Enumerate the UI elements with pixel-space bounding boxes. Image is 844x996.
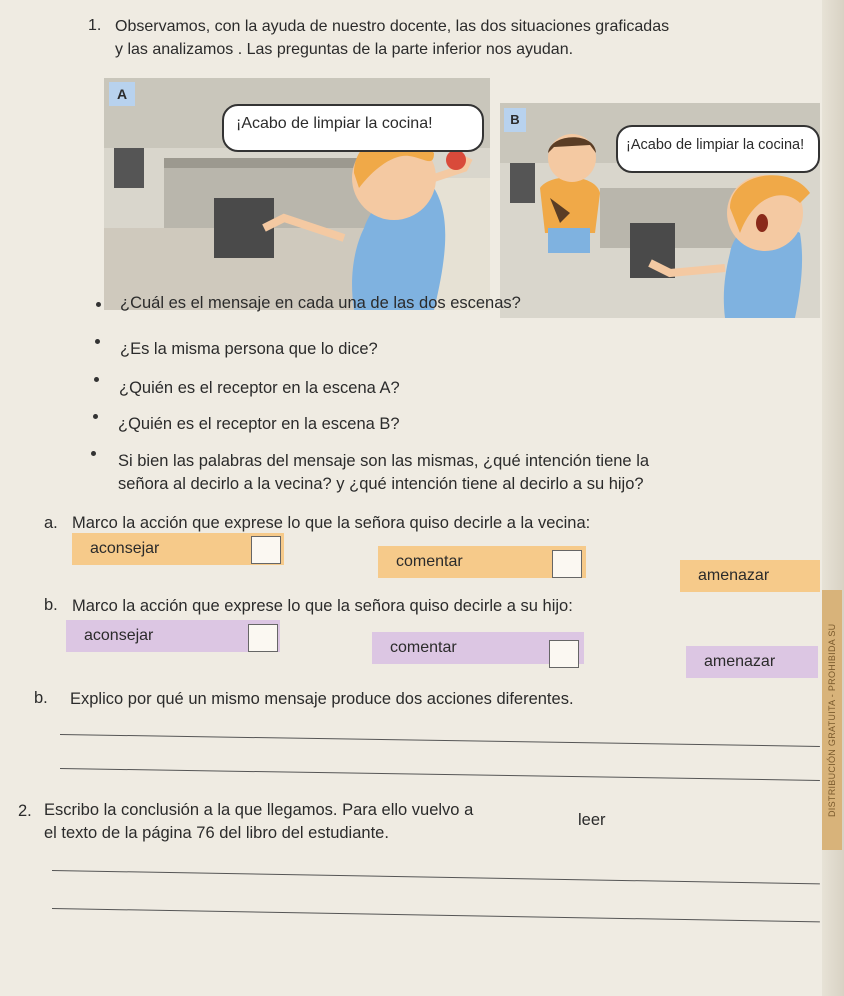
option-label: amenazar: [698, 567, 770, 584]
scene-a-illustration: [104, 78, 490, 310]
part-b1-option-amenazar: [686, 646, 818, 678]
part-b2-instruction: Explico por qué un mismo mensaje produce dos acciones diferentes.: [70, 690, 574, 708]
part-b1-letter: b.: [44, 596, 58, 614]
answer-line: [60, 734, 820, 747]
question-3: ¿Quién es el receptor en la escena A?: [119, 379, 400, 397]
part-a-instruction: Marco la acción que exprese lo que la señora quiso decirle a la vecina:: [72, 514, 591, 532]
part-b1-checkbox-aconsejar[interactable]: [248, 624, 278, 652]
question-5-line2: señora al decirlo a la vecina? y ¿qué intención tiene al decirlo a su hijo?: [118, 475, 644, 493]
bullet: [91, 451, 96, 456]
exercise2-word-leer: leer: [578, 811, 606, 829]
part-b1-instruction: Marco la acción que exprese lo que la señora quiso decirle a su hijo:: [72, 597, 573, 615]
exercise1-number: 1.: [88, 17, 102, 34]
option-label: aconsejar: [90, 540, 160, 557]
part-a-checkbox-aconsejar[interactable]: [251, 536, 281, 564]
question-2: ¿Es la misma persona que lo dice?: [120, 340, 378, 358]
part-b1-checkbox-comentar[interactable]: [549, 640, 579, 668]
answer-line: [60, 768, 820, 781]
bullet: [93, 414, 98, 419]
answer-line: [52, 870, 820, 884]
bullet: [95, 339, 100, 344]
exercise2-line1: Escribo la conclusión a la que llegamos. Para ello vuelvo a: [44, 801, 474, 819]
part-b2-letter: b.: [34, 689, 48, 707]
option-label: amenazar: [704, 653, 776, 670]
side-strip-notice: DISTRIBUCIÓN GRATUITA - PROHIBIDA SU: [822, 590, 842, 850]
scene-a-speech-bubble: ¡Acabo de limpiar la cocina!: [222, 104, 484, 152]
question-1: ¿Cuál es el mensaje en cada una de las dos escenas?: [120, 294, 521, 312]
option-label: aconsejar: [84, 627, 154, 644]
bullet: [94, 377, 99, 382]
answer-line: [52, 908, 820, 922]
part-a-letter: a.: [44, 514, 58, 532]
bullet: [96, 302, 101, 307]
exercise2-line2: el texto de la página 76 del libro del estudiante.: [44, 824, 389, 842]
exercise1-line2: y las analizamos . Las preguntas de la parte inferior nos ayudan.: [115, 41, 574, 58]
question-4: ¿Quién es el receptor en la escena B?: [118, 415, 400, 433]
scene-b-illustration: [500, 103, 820, 318]
part-a-checkbox-comentar[interactable]: [552, 550, 582, 578]
exercise1-line1: Observamos, con la ayuda de nuestro docente, las dos situaciones graficadas: [115, 18, 670, 35]
exercise2-number: 2.: [18, 802, 32, 820]
scene-b-label: B: [504, 108, 526, 132]
option-label: comentar: [396, 553, 463, 570]
question-5-line1: Si bien las palabras del mensaje son las mismas, ¿qué intención tiene la: [118, 452, 650, 470]
part-a-option-amenazar: [680, 560, 820, 592]
scene-a-label: A: [109, 82, 135, 106]
scene-b-speech-bubble: ¡Acabo de limpiar la cocina!: [616, 125, 820, 173]
option-label: comentar: [390, 639, 457, 656]
